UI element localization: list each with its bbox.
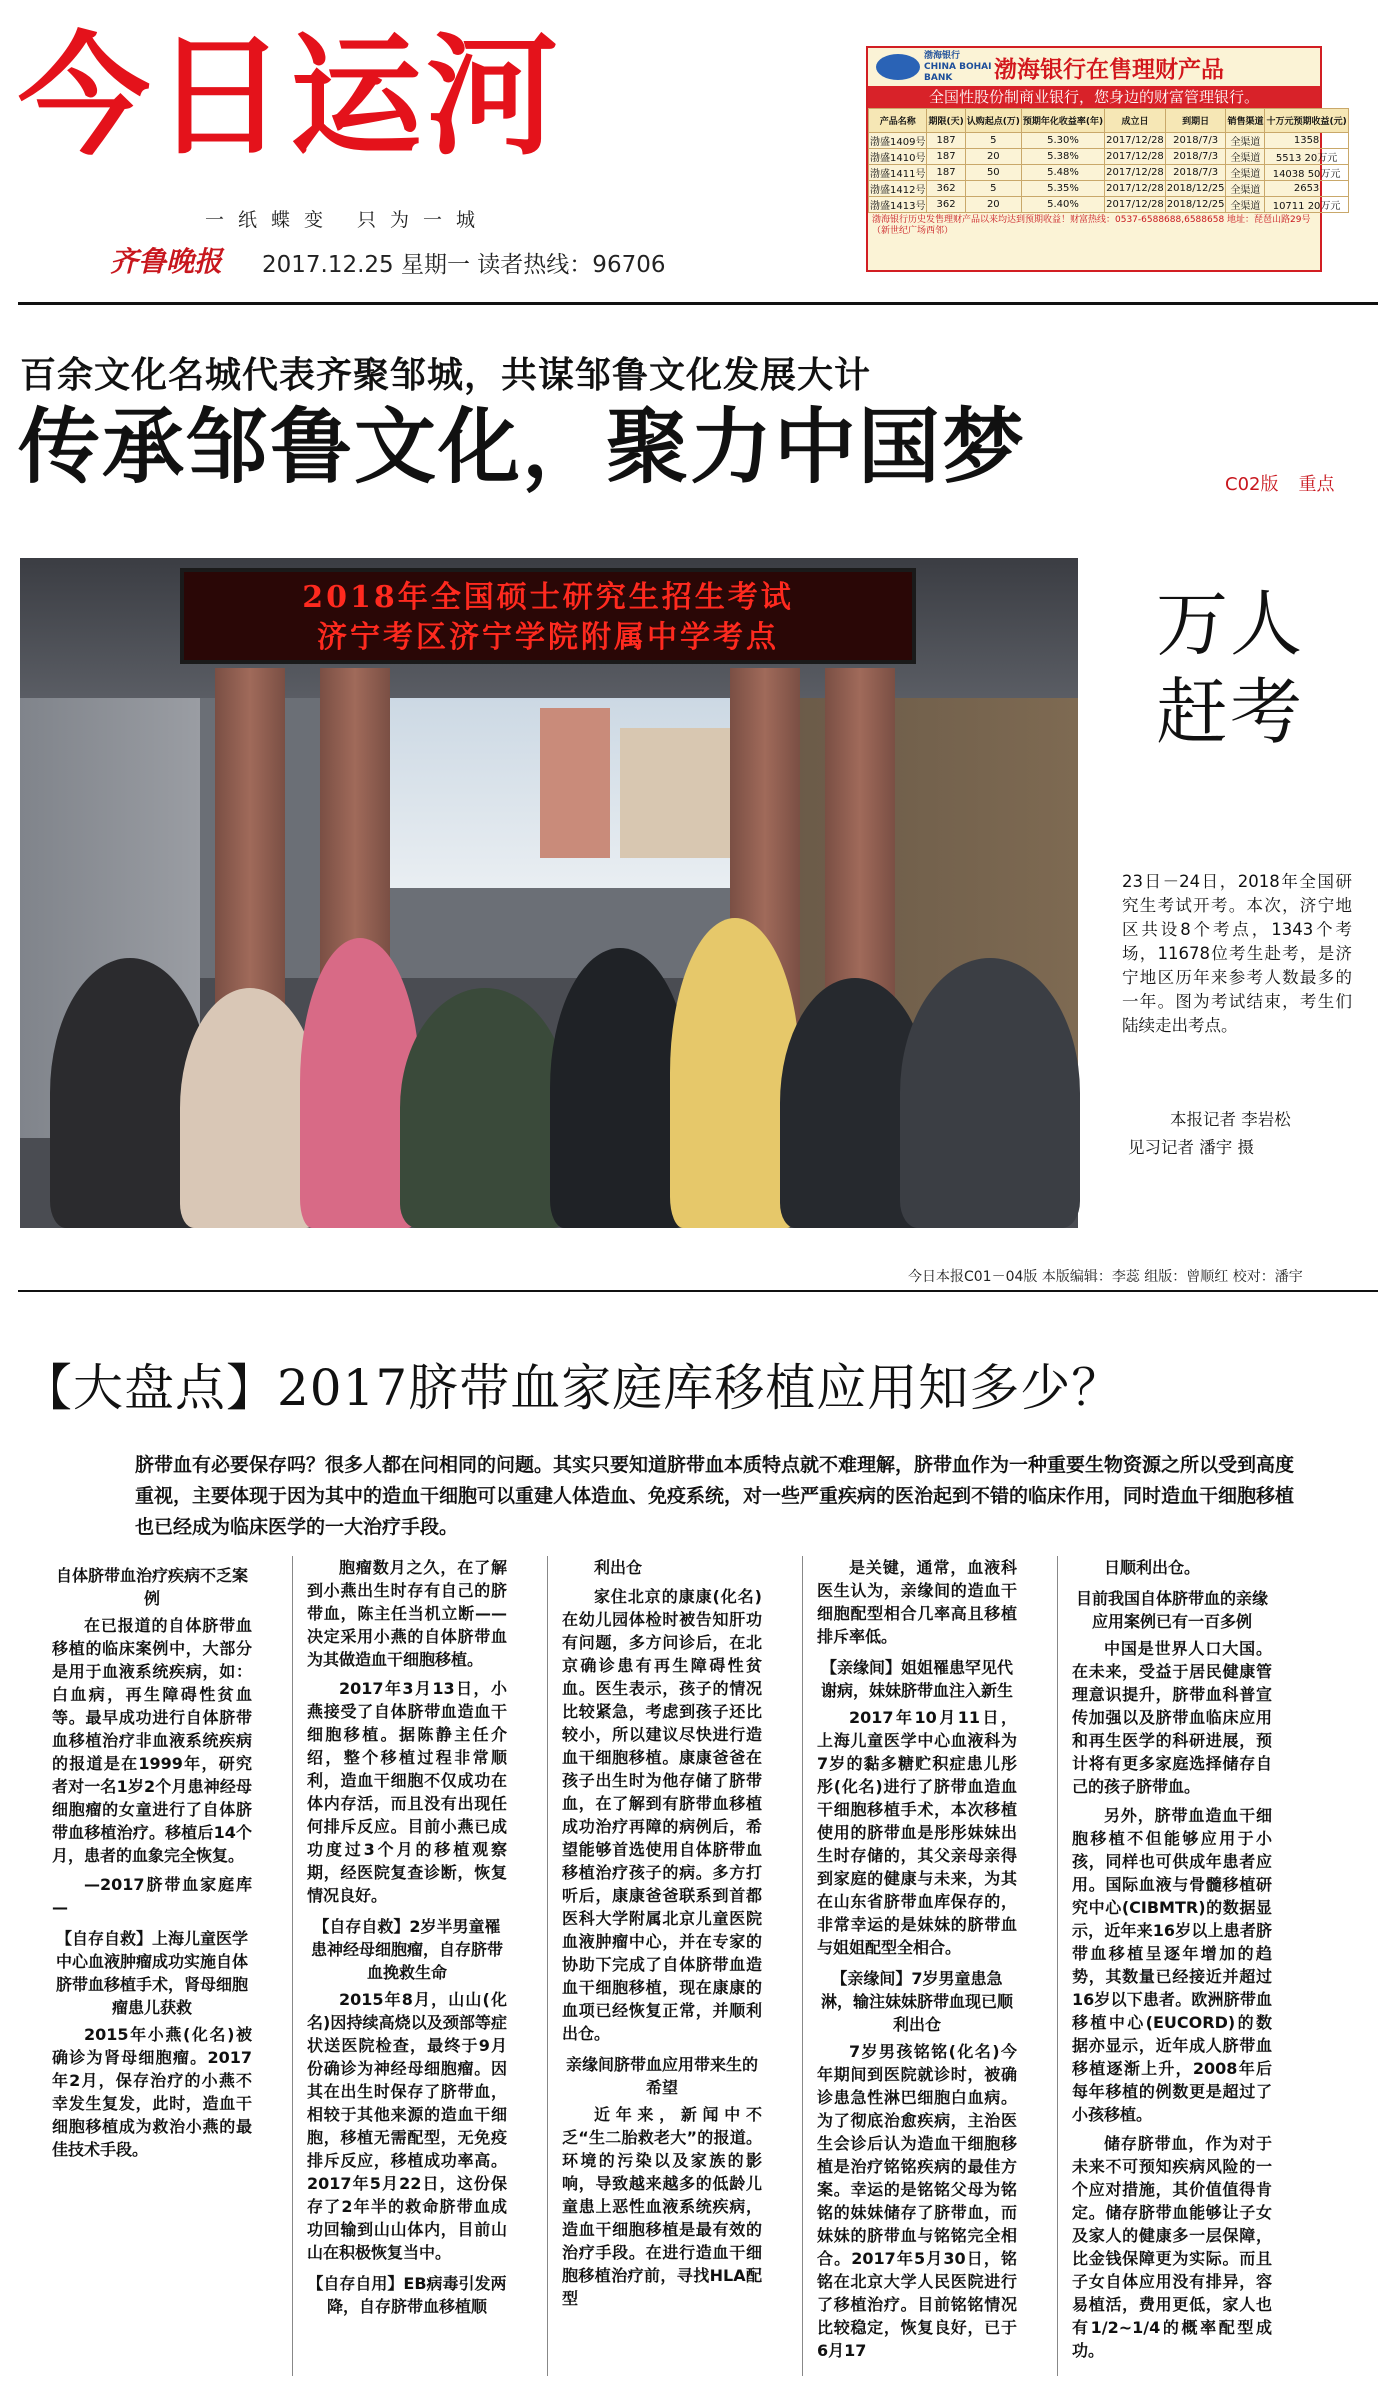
table-row xyxy=(869,165,1349,181)
article-paragraph: 近年来，新闻中不乏“生二胎救老大”的报道。环境的污染以及家族的影响，导致越来越多的低龄儿童患上恶性血液系统疾病，造血干细胞移植是最有效的治疗手段。在进行造血干细胞移植治疗前，寻找HLA配型 xyxy=(562,2105,762,2308)
masthead-slogan: 一纸蝶变 只为一城 xyxy=(205,209,490,231)
bank-name: 渤海银行 CHINA BOHAI BANK xyxy=(924,50,992,83)
article-paragraph: 利出仓 xyxy=(594,1558,643,1577)
feature-credit-photographer: 见习记者 潘宇 摄 xyxy=(1128,1138,1254,1157)
feature-title xyxy=(1130,580,1330,756)
bank-table-header xyxy=(869,109,1349,133)
table-cell: 362 xyxy=(927,181,965,197)
table-cell: 2017/12/28 xyxy=(1105,197,1166,213)
led-sign-line2: 济宁考区济宁学院附属中学考点 xyxy=(317,620,779,655)
table-cell: 5 xyxy=(965,181,1021,197)
table-cell: 2018/7/3 xyxy=(1165,149,1226,165)
table-cell: 187 xyxy=(927,133,965,149)
article-column-1 xyxy=(52,1556,252,2167)
bank-table-col-header: 期限(天) xyxy=(927,109,965,133)
table-cell: 全渠道 xyxy=(1226,149,1265,165)
table-cell: 10711 20万元 xyxy=(1265,197,1348,213)
table-cell: 187 xyxy=(927,149,965,165)
article-paragraph: 家住北京的康康(化名)在幼儿园体检时被告知肝功有问题，多方问诊后，在北京确诊患有再生障碍性贫血。医生表示，孩子的情况比较紧急，考虑到孩子还比较小，所以建议尽快进行造血干细胞移植。康康爸爸在孩子出生时为他存储了脐带血，在了解到有脐带血移植成功治疗再障的病例后，希望能够首选使用自体脐带血移植治疗孩子的病。多方打听后，康康爸爸联系到首都医科大学附属北京儿童医院血液肿瘤中心，并在专家的协助下完成了自体脐带血造血干细胞移植，现在康康的血项已经恢复正常，并顺利出仓。 xyxy=(562,1587,762,2043)
bank-table-col-header: 认购起点(万) xyxy=(965,109,1021,133)
feature-title-line1: 万人 xyxy=(1155,582,1304,666)
column-divider xyxy=(292,1556,293,2376)
article-subhead: 【自存自救】2岁半男童罹患神经母细胞瘤，自存脐带血挽救生命 xyxy=(310,1917,503,1982)
table-cell: 362 xyxy=(927,197,965,213)
feature-caption: 23日－24日，2018年全国研究生考试开考。本次，济宁地区共设8个考点，1343个考场，11678位考生赴考，是济宁地区历年来参考人数最多的一年。图为考试结束，考生们陆续走出考点。 xyxy=(1122,872,1352,1035)
table-cell: 5.38% xyxy=(1021,149,1104,165)
article-paragraph: 另外，脐带血造血干细胞移植不但能够应用于小孩，同样也可供成年患者应用。国际血液与骨髓移植研究中心(CIBMTR)的数据显示，近年来16岁以上患者脐带血移植呈逐年增加的趋势，其数量已经接近并超过16岁以下患者。欧洲脐带血移植中心(EUCORD)的数据亦显示，近年成人脐带血移植逐渐上升，2008年后每年移植的例数更是超过了小孩移植。 xyxy=(1072,1806,1272,2124)
table-cell: 渤盛1411号 xyxy=(869,165,927,181)
lead-page-ref[interactable] xyxy=(1225,470,1334,496)
table-cell: 5 xyxy=(965,133,1021,149)
article-subhead: 目前我国自体脐带血的亲缘应用案例已有一百多例 xyxy=(1075,1589,1268,1631)
feature-credit-reporter: 本报记者 李岩松 xyxy=(1170,1110,1291,1129)
table-cell: 全渠道 xyxy=(1226,133,1265,149)
table-cell: 2017/12/28 xyxy=(1105,181,1166,197)
lead-ref-tag: 重点 xyxy=(1298,474,1335,495)
article-subhead: 自体脐带血治疗疾病不乏案例 xyxy=(55,1566,248,1608)
led-sign-line1: 2018年全国硕士研究生招生考试 xyxy=(302,580,794,615)
lead-ref-page: C02版 xyxy=(1225,474,1279,495)
bank-ad-footer: 渤海银行历史发售理财产品以来均达到预期收益！财富热线：0537-6588688,6588658 地址：琵琶山路29号（新世纪广场西邻） xyxy=(872,215,1311,236)
table-cell: 20 xyxy=(965,197,1021,213)
column-divider xyxy=(547,1556,548,2376)
table-cell: 5513 20万元 xyxy=(1265,149,1348,165)
article-paragraph: 胞瘤数月之久，在了解到小燕出生时存有自己的脐带血，陈主任当机立断——决定采用小燕的自体脐带血为其做造血干细胞移植。 xyxy=(307,1558,507,1669)
table-cell: 2017/12/28 xyxy=(1105,133,1166,149)
table-cell: 2018/12/25 xyxy=(1165,181,1226,197)
table-cell: 2018/12/25 xyxy=(1165,197,1226,213)
article-paragraph: 是关键，通常，血液科医生认为，亲缘间的造血干细胞配型相合几率高且移植排斥率低。 xyxy=(817,1558,1017,1646)
table-row xyxy=(869,197,1349,213)
table-cell: 5.30% xyxy=(1021,133,1104,149)
table-cell: 2653 xyxy=(1265,181,1348,197)
article-subhead: 【自存自用】EB病毒引发两降，自存脐带血移植顺 xyxy=(307,2274,507,2316)
table-row xyxy=(869,149,1349,165)
table-cell: 渤盛1412号 xyxy=(869,181,927,197)
bank-table-col-header: 销售渠道 xyxy=(1226,109,1265,133)
table-cell: 1358 xyxy=(1265,133,1348,149)
table-cell: 14038 50万元 xyxy=(1265,165,1348,181)
masthead-title: 今日运河 xyxy=(18,20,562,174)
bank-table-col-header: 到期日 xyxy=(1165,109,1226,133)
article-column-5 xyxy=(1072,1556,1272,2368)
bank-table-col-header: 十万元预期收益(元) xyxy=(1265,109,1348,133)
table-cell: 20 xyxy=(965,149,1021,165)
paper-name-logo: 齐鲁晚报 xyxy=(110,245,223,278)
article-column-3 xyxy=(562,1556,762,2316)
article-paragraph: 2015年8月，山山(化名)因持续高烧以及颈部等症状送医院检查，最终于9月份确诊为神经母细胞瘤。因其在出生时保存了脐带血，相较于其他来源的造血干细胞，移植无需配型，无免疫排斥反应，移植成功率高。2017年5月22日，这份保存了2年半的救命脐带血成功回输到山山体内，目前山山在积极恢复当中。 xyxy=(307,1990,507,2262)
table-row xyxy=(869,133,1349,149)
bank-ad-subtitle: 全国性股份制商业银行，您身边的财富管理银行。 xyxy=(868,86,1320,108)
bank-ad-header xyxy=(868,48,1320,86)
article-paragraph: —2017脐带血家庭库— xyxy=(52,1875,252,1917)
article-paragraph: 2017年3月13日，小燕接受了自体脐带血造血干细胞移植。据陈静主任介绍，整个移植过程非常顺利，造血干细胞不仅成功在体内存活，而且没有出现任何排斥反应。目前小燕已成功度过3个月的移植观察期，经医院复查诊断，恢复情况良好。 xyxy=(307,1679,507,1905)
bank-table-col-header: 预期年化收益率(年) xyxy=(1021,109,1104,133)
lead-kicker: 百余文化名城代表齐聚邹城，共谋邹鲁文化发展大计 xyxy=(20,355,872,396)
table-cell: 5.40% xyxy=(1021,197,1104,213)
table-cell: 50 xyxy=(965,165,1021,181)
lead-headline[interactable]: 传承邹鲁文化，聚力中国梦 xyxy=(18,400,1027,495)
table-cell: 全渠道 xyxy=(1226,197,1265,213)
article-subhead: 【亲缘间】姐姐罹患罕见代谢病，妹妹脐带血注入新生 xyxy=(820,1658,1013,1700)
bank-table-col-header: 成立日 xyxy=(1105,109,1166,133)
section-divider xyxy=(18,1290,1378,1292)
table-cell: 187 xyxy=(927,165,965,181)
article-subhead: 【自存自救】上海儿童医学中心血液肿瘤成功实施自体脐带血移植手术，肾母细胞瘤患儿获救 xyxy=(55,1929,248,2017)
exam-crowd-photo xyxy=(20,558,1078,1224)
table-row xyxy=(869,181,1349,197)
article-paragraph: 储存脐带血，作为对于未来不可预知疾病风险的一个应对措施，其价值值得肯定。储存脐带血能够让子女及家人的健康多一层保障，比金钱保障更为实际。而且子女自体应用没有排异，容易植活，费用更低，家人也有1/2~1/4的概率配型成功。 xyxy=(1072,2134,1272,2360)
table-cell: 2017/12/28 xyxy=(1105,165,1166,181)
bank-table-col-header: 产品名称 xyxy=(869,109,927,133)
article-paragraph: 2015年小燕(化名)被确诊为肾母细胞瘤。2017年2月，保存治疗的小燕不幸发生复发，此时，造血干细胞移植成为救治小燕的最佳技术手段。 xyxy=(52,2025,252,2159)
article-paragraph: 2017年10月11日，上海儿童医学中心血液科为7岁的黏多糖贮积症患儿彤彤(化名)进行了脐带血造血干细胞移植手术，本次移植使用的脐带血是彤彤妹妹出生时存储的，其父亲母亲得到家庭的健康与未来，为其在山东省脐带血库保存的，非常幸运的是妹妹的脐带血与姐姐配型全相合。 xyxy=(817,1708,1017,1957)
column-divider xyxy=(802,1556,803,2376)
table-cell: 2017/12/28 xyxy=(1105,149,1166,165)
article-subhead: 【亲缘间】7岁男童患急淋，输注妹妹脐带血现已顺利出仓 xyxy=(820,1969,1013,2034)
column-divider xyxy=(1057,1556,1058,2376)
article-column-4 xyxy=(817,1556,1017,2368)
bank-advertisement xyxy=(866,46,1347,272)
article-subhead: 亲缘间脐带血应用带来生的希望 xyxy=(565,2055,758,2097)
table-cell: 2018/7/3 xyxy=(1165,133,1226,149)
table-cell: 2018/7/3 xyxy=(1165,165,1226,181)
article-paragraph: 在已报道的自体脐带血移植的临床案例中，大部分是用于血液系统疾病，如：白血病，再生障碍性贫血等。最早成功进行自体脐带血移植治疗非血液系统疾病的报道是在1999年，研究者对一名1岁2个月患神经母细胞瘤的女童进行了自体脐带血移植治疗。移植后14个月，患者的血象完全恢复。 xyxy=(52,1616,252,1865)
table-cell: 渤盛1413号 xyxy=(869,197,927,213)
feature-title-line2: 赶考 xyxy=(1155,670,1304,754)
bank-logo-icon xyxy=(876,54,920,80)
date-line: 2017.12.25 星期一 读者热线：96706 xyxy=(262,252,666,278)
article-paragraph: 7岁男孩铭铭(化名)今年期间到医院就诊时，被确诊患急性淋巴细胞白血病。为了彻底治愈疾病，主治医生会诊后认为造血干细胞移植是治疗铭铭疾病的最佳方案。幸运的是铭铭父母为铭铭的妹妹储存了脐带血，而妹妹的脐带血与铭铭完全相合。2017年5月30日，铭铭在北京大学人民医院进行了移植治疗。目前铭铭情况比较稳定，恢复良好，已于6月17 xyxy=(817,2042,1017,2360)
bank-product-table xyxy=(868,108,1349,213)
table-cell: 渤盛1410号 xyxy=(869,149,927,165)
bank-ad-title: 渤海银行在售理财产品 xyxy=(994,56,1224,83)
article-paragraph: 日顺利出仓。 xyxy=(1104,1558,1201,1577)
table-cell: 5.48% xyxy=(1021,165,1104,181)
led-exam-sign xyxy=(180,568,916,664)
editors-line: 今日本报C01－04版 本版编辑：李蕊 组版：曾顺红 校对：潘宇 xyxy=(908,1269,1303,1285)
table-cell: 5.35% xyxy=(1021,181,1104,197)
table-cell: 全渠道 xyxy=(1226,165,1265,181)
top-divider xyxy=(18,302,1378,305)
article-column-2 xyxy=(307,1556,507,2322)
table-cell: 全渠道 xyxy=(1226,181,1265,197)
article-title[interactable]: 【大盘点】2017脐带血家庭库移植应用知多少？ xyxy=(22,1359,1123,1417)
article-lede: 脐带血有必要保存吗？很多人都在问相同的问题。其实只要知道脐带血本质特点就不难理解，脐带血作为一种重要生物资源之所以受到高度重视，主要体现于因为其中的造血干细胞可以重建人体造血、免疫系统，对一些严重疾病的医治起到不错的临床作用，同时造血干细胞移植也已经成为临床医学的一大治疗手段。 xyxy=(135,1454,1295,1538)
table-cell: 渤盛1409号 xyxy=(869,133,927,149)
article-paragraph: 中国是世界人口大国。在未来，受益于居民健康管理意识提升，脐带血科普宣传加强以及脐带血临床应用和再生医学的科研进展，预计将有更多家庭选择储存自己的孩子脐带血。 xyxy=(1072,1639,1272,1796)
